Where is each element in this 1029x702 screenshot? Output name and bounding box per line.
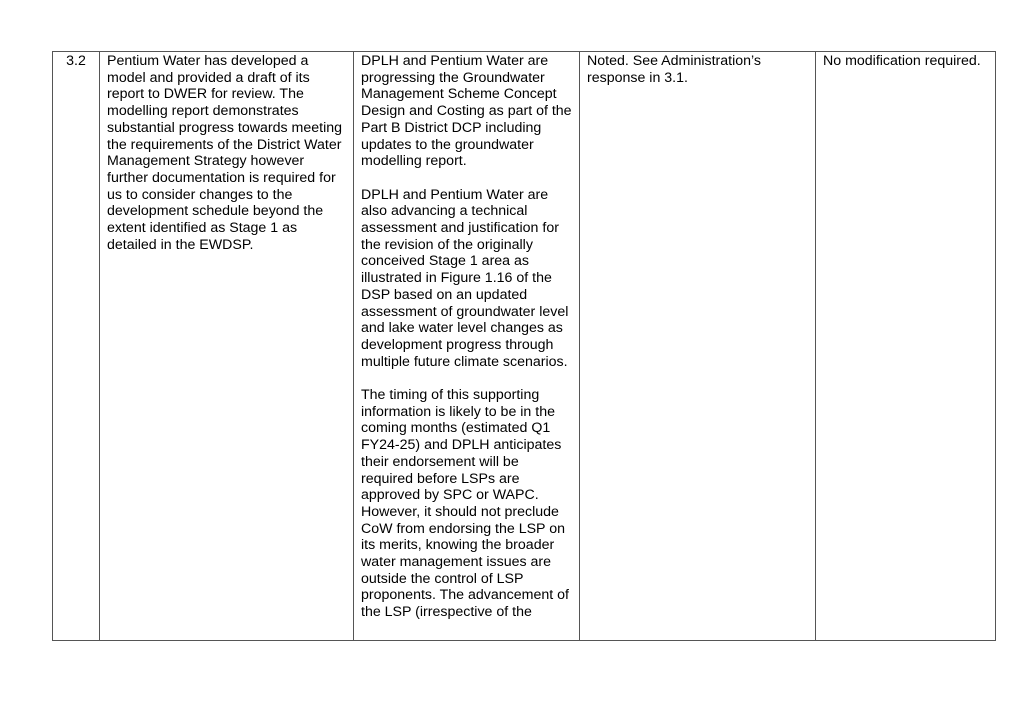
- recommendation: No modification required.: [816, 52, 996, 641]
- submission-number: 3.2: [53, 52, 100, 641]
- response-paragraph-1: DPLH and Pentium Water are progressing the Groundwater Management Scheme Concept Design and Costing as part of the Part B District DCP including updates to the groundwater modelling report.: [361, 53, 572, 170]
- administration-response: Noted. See Administration’s response in 3.1.: [580, 52, 816, 641]
- table-row: [53, 52, 996, 641]
- response-paragraph-2: DPLH and Pentium Water are also advancing a technical assessment and justification for the revision of the originally conceived Stage 1 area as illustrated in Figure 1.16 of the DSP based on an updated assessment of groundwater level and lake water level changes as development progress through multiple future climate scenarios.: [361, 186, 569, 370]
- submission-text: Pentium Water has developed a model and provided a draft of its report to DWER for review. The modelling report demonstrates substantial progress towards meeting the requirements of the District Water Management Strategy however further documentation is required for us to consider changes to the development schedule beyond the extent identified as Stage 1 as detailed in the EWDSP.: [100, 52, 354, 641]
- response-paragraph-3: The timing of this supporting information is likely to be in the coming months (estimated Q1 FY24-25) and DPLH anticipates their endorsement will be required before LSPs are approved by SPC or WAPC. However, it should not preclude CoW from endorsing the LSP on its merits, knowing the broader water management issues are outside the control of LSP proponents. The advancement of the LSP (irrespective of the: [361, 387, 569, 621]
- response-cell: [354, 52, 580, 641]
- submissions-table: [52, 51, 996, 641]
